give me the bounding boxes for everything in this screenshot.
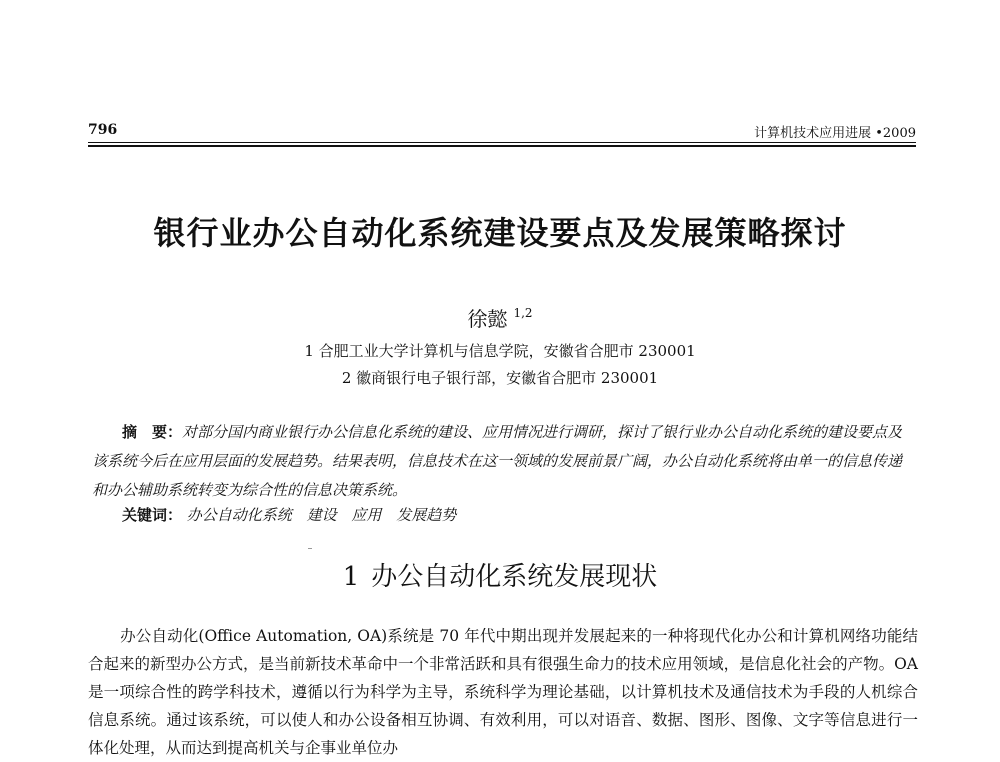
section-heading [0, 556, 1000, 593]
author-name: 徐懿 [467, 307, 508, 331]
section-number: 1 [342, 562, 360, 592]
keywords [122, 504, 466, 525]
divider-mark [308, 548, 312, 549]
body-text: 办公自动化(Office Automation, OA)系统是 70 年代中期出现并发展起来的一种将现代化办公和计算机网络功能结合起来的新型办公方式，是当前新技术革命中一个非常活跃和具有很强生命力的技术应用领域，是信息化社会的产物。OA 是一项综合性的跨学科技术，遵循以行为科学为主导，系统科学为理论基础，以计算机技术及通信技术为手段的人机综合信息系统。通过该系统，可以使人和办公设备相互协调、有效利用，可以对语音、数据、图形、图像、文字等信息进行一体化处理，从而达到提高机关与企事业单位办 [88, 627, 918, 757]
header-rule-thin [88, 142, 916, 143]
abstract-text: 对部分国内商业银行办公信息化系统的建设、应用情况进行调研，探讨了银行业办公自动化系统的建设要点及该系统今后在应用层面的发展趋势。结果表明，信息技术在这一领域的发展前景广阔，办公自动化系统将由单一的信息传递和办公辅助系统转变为综合性的信息决策系统。 [92, 423, 903, 499]
journal-name: 计算机技术应用进展 •2009 [754, 126, 916, 141]
keyword: 发展趋势 [396, 506, 457, 524]
keyword: 办公自动化系统 [186, 506, 292, 524]
section-title: 办公自动化系统发展现状 [371, 562, 658, 592]
author-line [0, 303, 1000, 332]
keyword: 应用 [351, 506, 382, 524]
abstract [92, 418, 904, 505]
header-rule-thick [88, 145, 916, 147]
abstract-label: 摘 要： [122, 423, 183, 441]
body-paragraph [88, 622, 918, 762]
affiliation-2: 2 徽商银行电子银行部，安徽省合肥市 230001 [341, 369, 659, 387]
keyword: 建设 [306, 506, 337, 524]
keywords-label: 关键词： [122, 506, 183, 524]
paper-title: 银行业办公自动化系统建设要点及发展策略探讨 [153, 214, 847, 252]
page-number: 796 [88, 122, 118, 138]
affiliation-1: 1 合肥工业大学计算机与信息学院，安徽省合肥市 230001 [304, 342, 696, 360]
author-affiliation-marks: 1,2 [513, 306, 533, 320]
